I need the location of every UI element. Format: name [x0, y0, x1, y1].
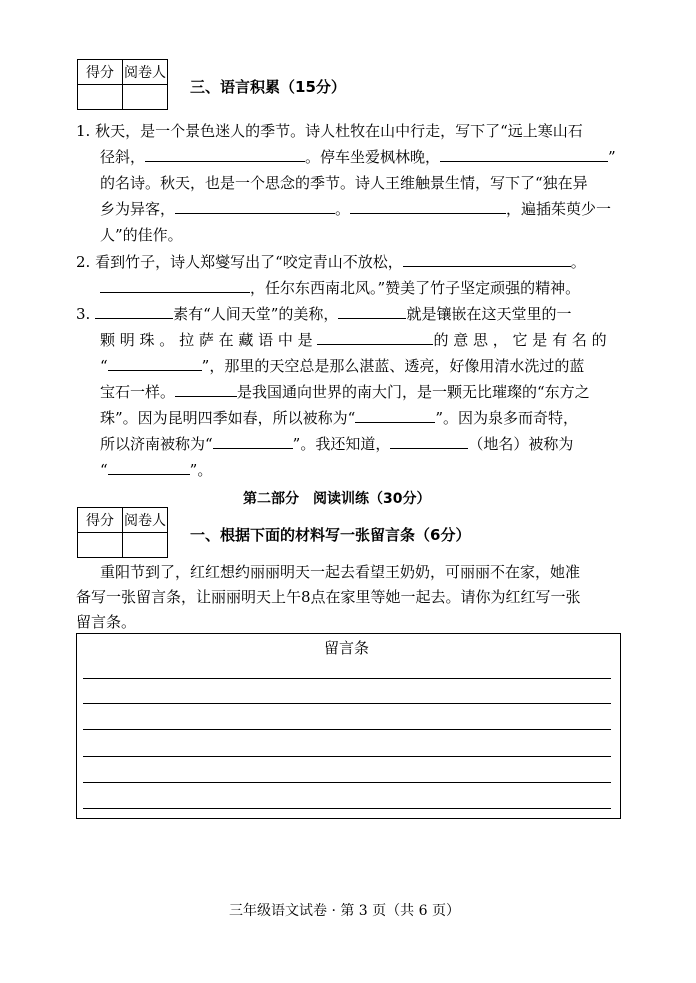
- q1-text: 。停车坐爱枫林晚，: [305, 148, 441, 166]
- passage-line3: 留言条。: [76, 613, 137, 631]
- section3-title: 三、语言积累（15分）: [190, 78, 346, 96]
- q3-line6: [100, 433, 573, 454]
- answer-blank[interactable]: [440, 147, 608, 162]
- q3-text: 颗 明 珠 。 拉 萨 在 藏 语 中 是: [100, 331, 313, 349]
- q2-text: 2. 看到竹子，诗人郑燮写出了“咬定青山不放松，: [76, 253, 403, 271]
- writing-line[interactable]: [83, 782, 611, 783]
- q3-text: ”，那里的天空总是那么湛蓝、透亮，好像用清水洗过的蓝: [201, 357, 585, 375]
- q3-text: ”。我还知道，: [292, 435, 391, 453]
- passage-line2: 备写一张留言条，让丽丽明天上午8点在家里等她一起去。请你为红红写一张: [76, 588, 581, 606]
- q2-line1: [76, 251, 586, 272]
- answer-blank[interactable]: [338, 304, 406, 319]
- q1-text: ，遍插茱萸少一: [506, 200, 612, 218]
- q3-line5: [100, 407, 578, 428]
- writing-line[interactable]: [83, 729, 611, 730]
- q1-line3: 的名诗。秋天，也是一个思念的季节。诗人王维触景生情，写下了“独在异: [100, 174, 588, 192]
- q3-line1: [76, 303, 571, 324]
- q3-text: 所以济南被称为“: [100, 435, 213, 453]
- note-box[interactable]: [76, 633, 621, 819]
- score-table: [77, 59, 168, 110]
- q3-line7: [100, 459, 212, 480]
- score-label: 得分: [78, 508, 123, 533]
- q3-text: 3.: [76, 305, 91, 323]
- score-label: 得分: [78, 60, 123, 85]
- q3-text: ”。因为泉多而奇特，: [435, 409, 579, 427]
- score-cell[interactable]: [78, 533, 123, 558]
- answer-blank[interactable]: [213, 434, 293, 449]
- q2-text: 。: [570, 253, 586, 271]
- answer-blank[interactable]: [145, 147, 305, 162]
- q1-line5: 人”的佳作。: [100, 226, 183, 244]
- score-cell[interactable]: [78, 85, 123, 110]
- part2-section1-title: 一、根据下面的材料写一张留言条（6分）: [190, 526, 471, 544]
- q1-text: 乡为异客，: [100, 200, 176, 218]
- answer-blank[interactable]: [317, 330, 433, 345]
- q3-text: 就是镶嵌在这天堂里的一: [406, 305, 572, 323]
- grader-label: 阅卷人: [123, 508, 168, 533]
- q3-text: “: [100, 357, 108, 375]
- q1-line1: 1. 秋天，是一个景色迷人的季节。诗人杜牧在山中行走，写下了“远上寒山石: [76, 122, 583, 140]
- page-footer: 三年级语文试卷 · 第 3 页（共 6 页）: [229, 903, 460, 919]
- part2-heading: 第二部分 阅读训练（30分）: [243, 491, 431, 507]
- q1-text: 。: [335, 200, 351, 218]
- writing-line[interactable]: [83, 808, 611, 809]
- answer-blank[interactable]: [390, 434, 468, 449]
- q3-text: 的 意 思 ， 它 是 有 名 的: [433, 331, 607, 349]
- answer-blank[interactable]: [95, 304, 173, 319]
- q3-text: 素有“人间天堂”的美称，: [173, 305, 339, 323]
- answer-blank[interactable]: [108, 460, 190, 475]
- q1-text: ”: [608, 148, 616, 166]
- q3-line3: [100, 355, 584, 376]
- q3-line2: [100, 329, 607, 350]
- q3-text: ”。: [189, 461, 213, 479]
- writing-line[interactable]: [83, 678, 611, 679]
- q3-text: 是我国通向世界的南大门，是一颗无比璀璨的“东方之: [237, 383, 590, 401]
- answer-blank[interactable]: [355, 408, 435, 423]
- writing-line[interactable]: [83, 756, 611, 757]
- q3-text: 宝石一样。: [100, 383, 176, 401]
- grader-cell[interactable]: [123, 85, 168, 110]
- q2-line2: [100, 277, 580, 298]
- answer-blank[interactable]: [175, 382, 237, 397]
- passage-line1: 重阳节到了，红红想约丽丽明天一起去看望王奶奶，可丽丽不在家，她准: [100, 563, 581, 581]
- note-title: 留言条: [324, 639, 370, 657]
- q3-line4: [100, 381, 590, 402]
- q3-text: 珠”。因为昆明四季如春，所以被称为“: [100, 409, 356, 427]
- answer-blank[interactable]: [108, 356, 202, 371]
- q2-text: ，任尔东西南北风。”赞美了竹子坚定顽强的精神。: [250, 279, 581, 297]
- q1-text: 径斜，: [100, 148, 146, 166]
- answer-blank[interactable]: [403, 252, 571, 267]
- q3-text: “: [100, 461, 108, 479]
- score-table: [77, 507, 168, 558]
- grader-label: 阅卷人: [123, 60, 168, 85]
- answer-blank[interactable]: [100, 278, 250, 293]
- answer-blank[interactable]: [175, 199, 335, 214]
- q3-text: （地名）被称为: [468, 435, 574, 453]
- grader-cell[interactable]: [123, 533, 168, 558]
- q1-line2: [100, 146, 616, 167]
- answer-blank[interactable]: [350, 199, 506, 214]
- q1-line4: [100, 198, 611, 219]
- writing-line[interactable]: [83, 703, 611, 704]
